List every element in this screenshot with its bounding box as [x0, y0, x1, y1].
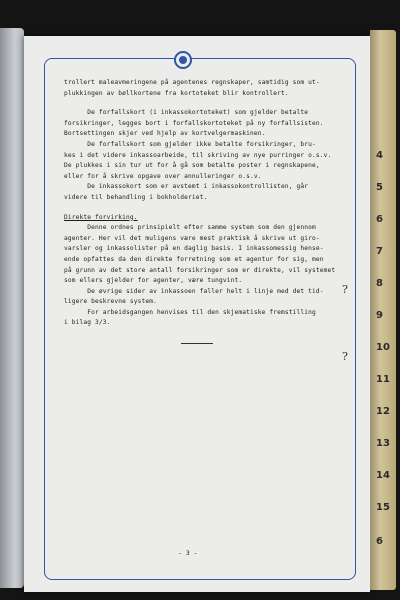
index-tab[interactable]: 8 — [376, 278, 383, 289]
page-number: - 3 - — [178, 549, 198, 557]
text-line: De forfallskort (i inkassokortoteket) som gjelder betalte — [64, 109, 309, 117]
text-line: Denne ordnes prinsipielt efter samme system som den gjennom — [64, 224, 316, 232]
text-line: De plukkes i sin tur ut for å gå som betalte poster i regnskapene, — [64, 162, 320, 170]
text-line: kes i det videre inkassoarbeide, til skriving av nye purringer o.s.v. — [64, 151, 332, 159]
text-line: som ellers gjelder for agenter, være tungvint. — [64, 277, 243, 285]
text-line: ende opfattes da den direkte forretning som et agentur for sig, men — [64, 255, 324, 263]
text-line: De forfallskort som gjelder ikke betalte forsikringer, bru- — [64, 140, 316, 148]
previous-page-edge — [0, 28, 24, 588]
margin-mark: ? — [342, 350, 348, 363]
text-line: varsler og inkassolister på en daglig basis. I inkassomessig hense- — [64, 245, 324, 253]
index-tab[interactable]: 4 — [376, 150, 383, 161]
emblem-icon — [174, 51, 192, 69]
index-tab[interactable]: 7 — [376, 246, 383, 257]
separator-line — [181, 343, 213, 344]
index-tab[interactable]: 11 — [376, 374, 390, 385]
index-tabs — [370, 30, 396, 590]
text-line: plukkingen av bøllkortene fra kortoteket blir kontrollert. — [64, 89, 289, 97]
body-text — [64, 78, 346, 344]
index-tab[interactable]: 13 — [376, 438, 390, 449]
index-tab[interactable]: 14 — [376, 470, 390, 481]
margin-mark: ? — [342, 283, 348, 296]
text-line: Bortsettingen skjer ved hjelp av kortvelgermaskinen. — [64, 130, 266, 138]
index-tab[interactable]: 6 — [376, 214, 383, 225]
text-line: på grunn av det store antall forsikringer som er direkte, vil systemet — [64, 266, 336, 274]
text-line: eller for å skrive opgave over annulleringer o.s.v. — [64, 172, 262, 180]
index-tab[interactable]: 5 — [376, 182, 383, 193]
text-line: trollert maleavmeringene på agentenes regnskaper, samtidig som ut- — [64, 79, 320, 86]
index-tab[interactable]: 6 — [376, 536, 383, 547]
section-heading: Direkte forvirking. — [64, 213, 138, 221]
text-line: forsikringer, legges bort i forfallskortoteket på ny forfallsisten. — [64, 119, 324, 127]
text-line: For arbeidsgangen henvises til den skjematiske fremstilling — [64, 308, 316, 316]
text-line: i bilag 3/3. — [64, 319, 111, 327]
index-tab[interactable]: 12 — [376, 406, 390, 417]
text-line: videre til behandling i bokholderiet. — [64, 193, 208, 201]
text-line: De inkassokort som er avstemt i inkassokontrollisten, går — [64, 183, 309, 191]
index-tab[interactable]: 15 — [376, 502, 390, 513]
text-line: De øvrige sider av inkassoen faller helt i linje med det tid- — [64, 287, 324, 295]
text-line: agenter. Her vil det muligens være mest praktisk å skrive ut giro- — [64, 234, 320, 242]
index-tab[interactable]: 10 — [376, 342, 390, 353]
index-tab[interactable]: 9 — [376, 310, 383, 321]
text-line: ligere beskrevne system. — [64, 298, 158, 306]
